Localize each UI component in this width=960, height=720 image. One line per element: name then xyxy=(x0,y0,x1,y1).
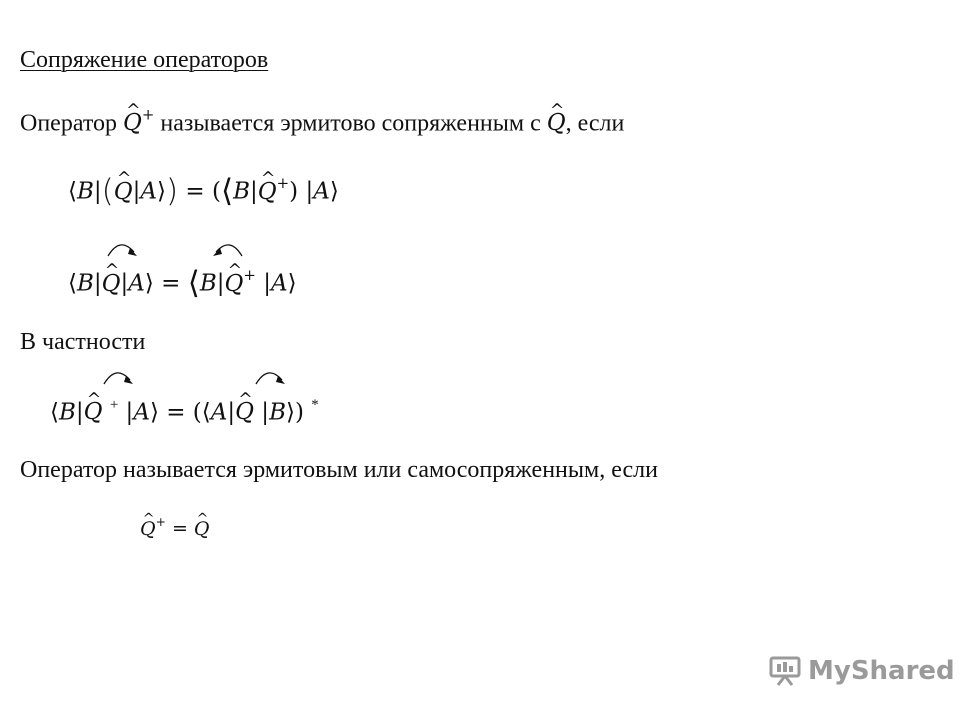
operator-q-plus: ^ Q+ xyxy=(123,110,154,136)
equation-complex-conjugate: ⟨B|^ Q + |A⟩ = (⟨A|^ Q |B⟩) * xyxy=(50,398,319,424)
watermark xyxy=(768,655,955,687)
action-arrow-right-icon xyxy=(100,364,140,390)
definition-line xyxy=(20,108,624,135)
operator-q: ^ Q xyxy=(547,110,566,136)
watermark-text: MyShared xyxy=(808,656,955,686)
equation-matrix-element: ⟨B|^ Q|A⟩ = ⟨B|^ Q+ |A⟩ xyxy=(68,268,297,299)
action-arrow-left-icon xyxy=(206,236,246,262)
definition-prefix: Оператор xyxy=(20,110,118,137)
particular-label: В частности xyxy=(20,329,146,355)
action-arrow-right-icon xyxy=(252,364,292,390)
hermitian-definition-text: Оператор называется эрмитовым или самосопряженным, если xyxy=(20,457,658,483)
definition-suffix: , если xyxy=(565,110,625,137)
definition-middle: называется эрмитово сопряженным с xyxy=(160,110,541,137)
presentation-board-icon xyxy=(768,655,802,687)
equation-adjoint-definition: ⟨B|(^ Q|A⟩) = (⟨B|^ Q+) |A⟩ xyxy=(68,176,339,207)
action-arrow-right-icon xyxy=(104,236,144,262)
slide-title: Сопряжение операторов xyxy=(20,47,269,73)
equation-self-adjoint: ^ Q+ = ^ Q xyxy=(140,516,210,539)
